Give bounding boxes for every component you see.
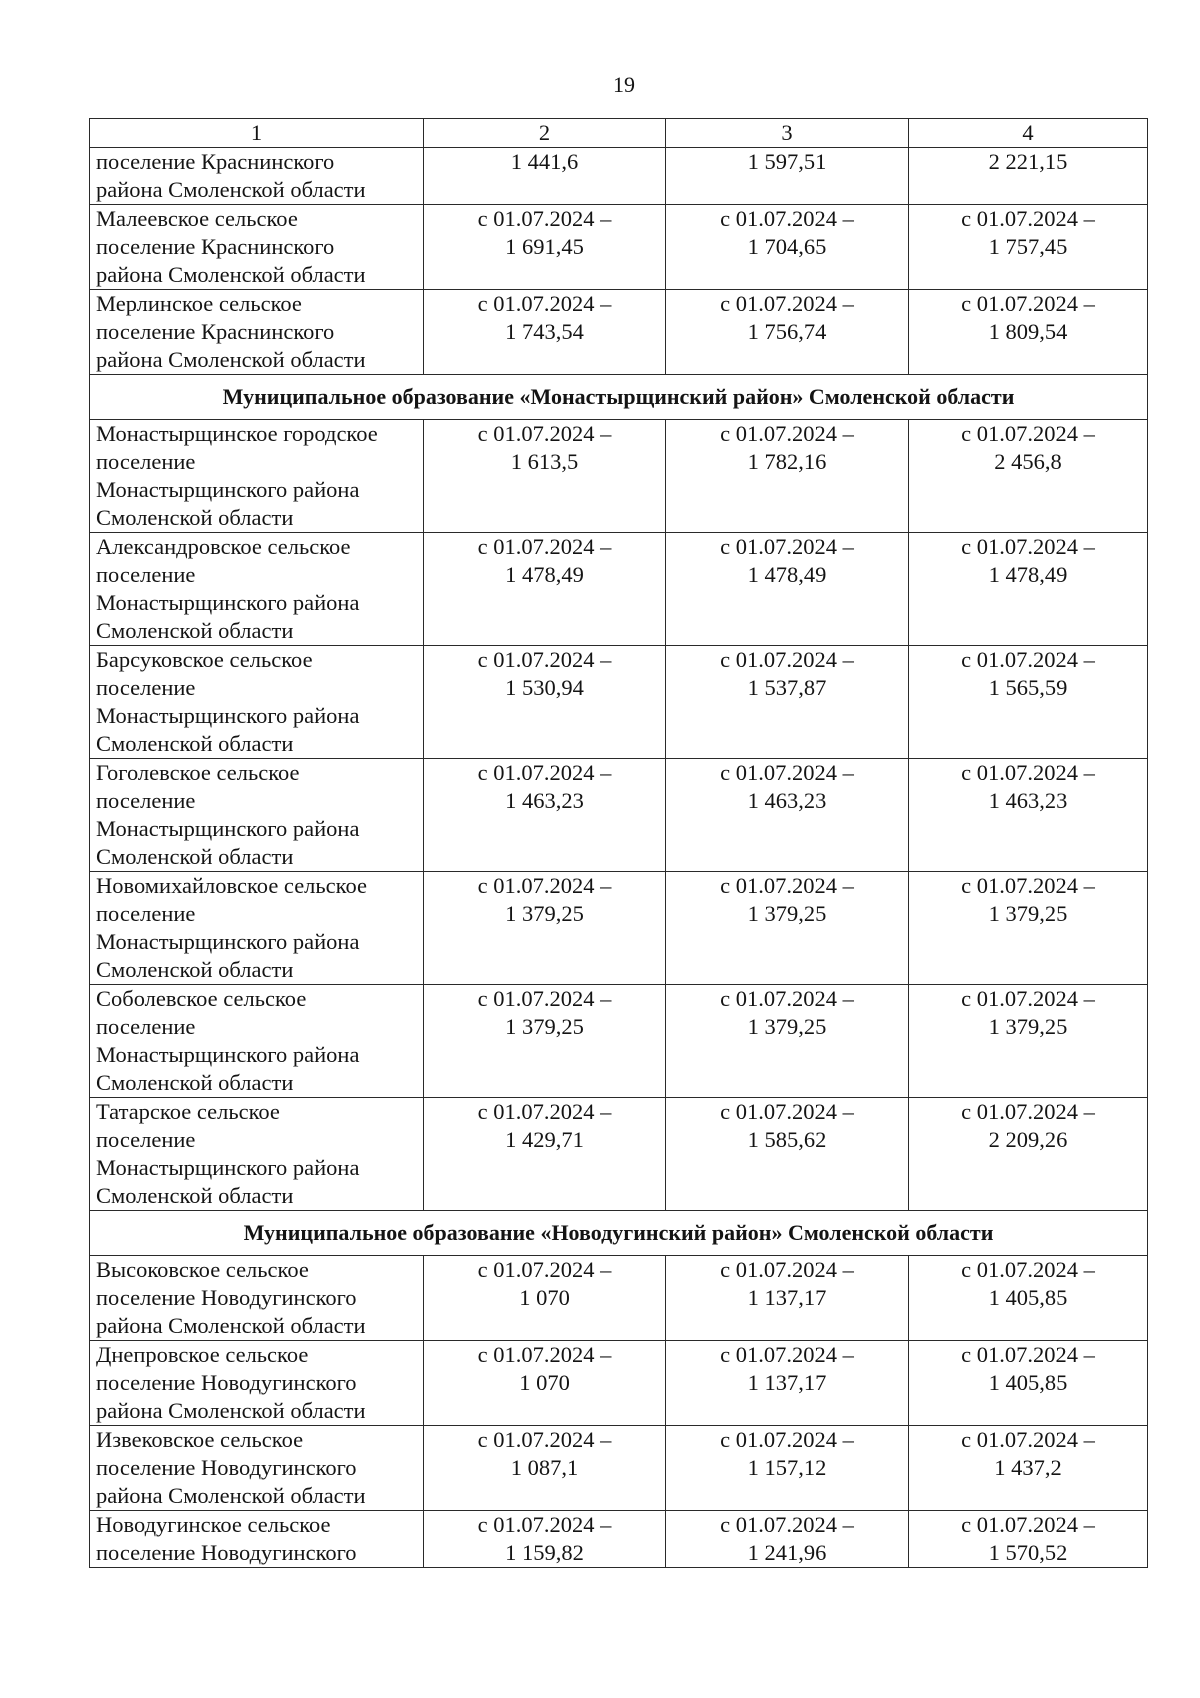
tariff-value: 1 437,2: [994, 1455, 1062, 1480]
table-row: [90, 205, 1148, 290]
settlement-name-line: района Смоленской области: [96, 1398, 366, 1423]
table-row: [90, 1256, 1148, 1341]
effective-date-text: с 01.07.2024 –: [961, 1099, 1095, 1124]
value-cell-col-2: [424, 872, 666, 985]
effective-date-text: с 01.07.2024 –: [720, 1427, 854, 1452]
section-header-row: [90, 1211, 1148, 1256]
page-number: 19: [613, 72, 635, 97]
table-row: [90, 646, 1148, 759]
tariff-value: 1 405,85: [988, 1370, 1068, 1395]
value-cell-col-3: [666, 148, 909, 205]
tariff-value: 1 757,45: [988, 234, 1068, 259]
settlement-name-cell: [90, 872, 424, 985]
value-cell-col-4: [909, 533, 1148, 646]
effective-date-text: с 01.07.2024 –: [477, 291, 612, 316]
table-row: [90, 148, 1148, 205]
settlement-name-line: Барсуковское сельское: [96, 647, 313, 672]
column-number-1: 1: [90, 119, 424, 148]
tariff-value: 1 070: [519, 1370, 570, 1395]
effective-date-text: с 01.07.2024 –: [961, 534, 1095, 559]
value-cell-col-3: [666, 420, 909, 533]
effective-date-text: с 01.07.2024 –: [720, 647, 854, 672]
value-cell-col-4: [909, 148, 1148, 205]
settlement-name-line: Монастырщинское городское: [96, 421, 378, 446]
value-cell-col-3: [666, 1511, 909, 1568]
tariff-value: 1 159,82: [505, 1540, 584, 1565]
value-cell-col-2: [424, 985, 666, 1098]
value-cell-col-2: [424, 1098, 666, 1211]
tariff-value: 1 137,17: [747, 1285, 827, 1310]
tariff-value: 1 809,54: [988, 319, 1068, 344]
value-cell-col-3: [666, 1256, 909, 1341]
effective-date-text: с 01.07.2024 –: [477, 986, 612, 1011]
settlement-name-line: поселение Краснинского: [96, 149, 335, 174]
settlement-name-line: Монастырщинского района: [96, 1042, 360, 1067]
settlement-name-line: Соболевское сельское: [96, 986, 307, 1011]
settlement-name-cell: [90, 1098, 424, 1211]
settlement-name-line: Смоленской области: [96, 1183, 294, 1208]
tariff-value: 1 379,25: [747, 901, 827, 926]
value-cell-col-3: [666, 290, 909, 375]
effective-date-text: с 01.07.2024 –: [477, 206, 612, 231]
value-cell-col-3: [666, 1426, 909, 1511]
settlement-name-line: Гоголевское сельское: [96, 760, 300, 785]
effective-date-text: с 01.07.2024 –: [477, 760, 612, 785]
tariff-value: 1 691,45: [505, 234, 584, 259]
effective-date-text: с 01.07.2024 –: [720, 206, 854, 231]
table-row: [90, 533, 1148, 646]
tariff-value: 1 463,23: [747, 788, 827, 813]
tariff-value: 1 613,5: [510, 449, 579, 474]
settlement-name-cell: [90, 646, 424, 759]
tariff-value: 1 157,12: [747, 1455, 827, 1480]
effective-date-text: с 01.07.2024 –: [961, 291, 1095, 316]
tariff-value: 1 463,23: [505, 788, 584, 813]
effective-date-text: с 01.07.2024 –: [961, 1512, 1095, 1537]
value-cell-col-2: [424, 148, 666, 205]
settlement-name-line: поселение Краснинского: [96, 319, 335, 344]
tariff-value: 2 221,15: [988, 149, 1068, 174]
effective-date-text: с 01.07.2024 –: [961, 647, 1095, 672]
settlement-name-cell: [90, 1511, 424, 1568]
tariff-value: 1 463,23: [988, 788, 1068, 813]
settlement-name-line: поселение: [96, 901, 196, 926]
effective-date-text: с 01.07.2024 –: [720, 1342, 854, 1367]
tariff-value: 1 530,94: [505, 675, 584, 700]
value-cell-col-2: [424, 1426, 666, 1511]
value-cell-col-3: [666, 533, 909, 646]
table-row: [90, 1341, 1148, 1426]
tariff-value: 1 405,85: [988, 1285, 1068, 1310]
tariff-value: 1 537,87: [747, 675, 827, 700]
effective-date-text: с 01.07.2024 –: [720, 986, 854, 1011]
settlement-name-line: поселение: [96, 1014, 196, 1039]
settlement-name-line: района Смоленской области: [96, 177, 366, 202]
value-cell-col-4: [909, 646, 1148, 759]
settlement-name-line: поселение: [96, 562, 196, 587]
value-cell-col-2: [424, 533, 666, 646]
value-cell-col-2: [424, 759, 666, 872]
settlement-name-cell: [90, 533, 424, 646]
effective-date-text: с 01.07.2024 –: [720, 534, 854, 559]
value-cell-col-4: [909, 290, 1148, 375]
value-cell-col-3: [666, 759, 909, 872]
settlement-name-line: Днепровское сельское: [96, 1342, 309, 1367]
settlement-name-line: Монастырщинского района: [96, 590, 360, 615]
column-number-2: 2: [424, 119, 666, 148]
settlement-name-cell: [90, 985, 424, 1098]
tariff-value: 1 756,74: [747, 319, 827, 344]
value-cell-col-3: [666, 1098, 909, 1211]
section-header-row: [90, 375, 1148, 420]
settlement-name-line: поселение Краснинского: [96, 234, 335, 259]
settlement-name-cell: [90, 205, 424, 290]
value-cell-col-4: [909, 420, 1148, 533]
table-row: [90, 1511, 1148, 1568]
effective-date-text: с 01.07.2024 –: [477, 421, 612, 446]
effective-date-text: с 01.07.2024 –: [961, 1427, 1095, 1452]
tariff-value: 1 379,25: [747, 1014, 827, 1039]
settlement-name-line: Малеевское сельское: [96, 206, 298, 231]
settlement-name-line: Монастырщинского района: [96, 929, 360, 954]
tariff-value: 1 241,96: [747, 1540, 827, 1565]
value-cell-col-4: [909, 1256, 1148, 1341]
column-number-4: 4: [909, 119, 1148, 148]
value-cell-col-3: [666, 1341, 909, 1426]
value-cell-col-3: [666, 205, 909, 290]
value-cell-col-4: [909, 759, 1148, 872]
value-cell-col-4: [909, 1341, 1148, 1426]
table-row: [90, 1098, 1148, 1211]
effective-date-text: с 01.07.2024 –: [961, 421, 1095, 446]
settlement-name-line: Смоленской области: [96, 957, 294, 982]
table-row: [90, 759, 1148, 872]
settlement-name-cell: [90, 1256, 424, 1341]
settlement-name-line: Мерлинское сельское: [96, 291, 302, 316]
value-cell-col-4: [909, 1426, 1148, 1511]
tariff-value: 1 441,6: [510, 149, 579, 174]
settlement-name-line: поселение Новодугинского: [96, 1455, 357, 1480]
effective-date-text: с 01.07.2024 –: [477, 1099, 612, 1124]
settlement-name-line: Смоленской области: [96, 844, 294, 869]
table-row: [90, 985, 1148, 1098]
settlement-name-line: Монастырщинского района: [96, 477, 360, 502]
effective-date-text: с 01.07.2024 –: [477, 873, 612, 898]
value-cell-col-4: [909, 1511, 1148, 1568]
effective-date-text: с 01.07.2024 –: [961, 986, 1095, 1011]
tariff-value: 2 209,26: [988, 1127, 1068, 1152]
value-cell-col-4: [909, 872, 1148, 985]
effective-date-text: с 01.07.2024 –: [720, 1512, 854, 1537]
effective-date-text: с 01.07.2024 –: [961, 873, 1095, 898]
tariff-value: 1 704,65: [747, 234, 827, 259]
effective-date-text: с 01.07.2024 –: [477, 534, 612, 559]
value-cell-col-3: [666, 872, 909, 985]
tariff-value: 1 570,52: [988, 1540, 1068, 1565]
value-cell-col-2: [424, 646, 666, 759]
effective-date-text: с 01.07.2024 –: [720, 873, 854, 898]
value-cell-col-3: [666, 646, 909, 759]
value-cell-col-2: [424, 1511, 666, 1568]
tariff-value: 1 379,25: [505, 1014, 584, 1039]
settlement-name-cell: [90, 1341, 424, 1426]
tariff-value: 1 585,62: [747, 1127, 827, 1152]
settlement-name-line: района Смоленской области: [96, 347, 366, 372]
tariff-value: 1 137,17: [747, 1370, 827, 1395]
tariff-value: 1 379,25: [505, 901, 584, 926]
value-cell-col-2: [424, 290, 666, 375]
value-cell-col-4: [909, 1098, 1148, 1211]
settlement-name-cell: [90, 148, 424, 205]
tariff-value: 1 379,25: [988, 901, 1068, 926]
settlement-name-line: Новомихайловское сельское: [96, 873, 367, 898]
effective-date-text: с 01.07.2024 –: [720, 1257, 854, 1282]
tariff-value: 1 070: [519, 1285, 570, 1310]
table-row: [90, 872, 1148, 985]
effective-date-text: с 01.07.2024 –: [720, 1099, 854, 1124]
effective-date-text: с 01.07.2024 –: [961, 1342, 1095, 1367]
value-cell-col-2: [424, 420, 666, 533]
tariff-value: 1 478,49: [747, 562, 827, 587]
settlement-name-line: Смоленской области: [96, 505, 294, 530]
tariff-value: 1 478,49: [505, 562, 584, 587]
settlement-name-line: Смоленской области: [96, 731, 294, 756]
effective-date-text: с 01.07.2024 –: [477, 1257, 612, 1282]
settlement-name-cell: [90, 1426, 424, 1511]
tariff-value: 1 429,71: [505, 1127, 584, 1152]
settlement-name-line: поселение Новодугинского: [96, 1370, 357, 1395]
settlement-name-line: Татарское сельское: [96, 1099, 280, 1124]
effective-date-text: с 01.07.2024 –: [720, 421, 854, 446]
column-number-3: 3: [666, 119, 909, 148]
value-cell-col-4: [909, 205, 1148, 290]
settlement-name-cell: [90, 420, 424, 533]
settlement-name-cell: [90, 290, 424, 375]
effective-date-text: с 01.07.2024 –: [961, 206, 1095, 231]
column-number-row: [90, 119, 1148, 148]
effective-date-text: с 01.07.2024 –: [961, 760, 1095, 785]
tariff-value: 2 456,8: [994, 449, 1062, 474]
tariff-value: 1 478,49: [988, 562, 1068, 587]
value-cell-col-3: [666, 985, 909, 1098]
tariff-value: 1 565,59: [988, 675, 1068, 700]
value-cell-col-2: [424, 1256, 666, 1341]
value-cell-col-2: [424, 205, 666, 290]
settlement-name-line: Монастырщинского района: [96, 703, 360, 728]
tariff-value: 1 782,16: [747, 449, 827, 474]
tariff-value: 1 597,51: [747, 149, 827, 174]
settlement-name-line: Высоковское сельское: [96, 1257, 309, 1282]
effective-date-text: с 01.07.2024 –: [961, 1257, 1095, 1282]
settlement-name-line: поселение: [96, 1127, 196, 1152]
settlement-name-line: района Смоленской области: [96, 1313, 366, 1338]
settlement-name-line: Новодугинское сельское: [96, 1512, 331, 1537]
section-title: Муниципальное образование «Новодугинский район» Смоленской области: [90, 1211, 1148, 1256]
settlement-name-line: Монастырщинского района: [96, 1155, 360, 1180]
effective-date-text: с 01.07.2024 –: [720, 760, 854, 785]
settlement-name-line: Александровское сельское: [96, 534, 351, 559]
settlement-name-line: Смоленской области: [96, 618, 294, 643]
settlement-name-line: района Смоленской области: [96, 262, 366, 287]
settlement-name-line: поселение: [96, 449, 196, 474]
effective-date-text: с 01.07.2024 –: [477, 1512, 612, 1537]
settlement-name-line: Смоленской области: [96, 1070, 294, 1095]
effective-date-text: с 01.07.2024 –: [477, 1342, 612, 1367]
tariff-table: [89, 118, 1148, 1568]
effective-date-text: с 01.07.2024 –: [720, 291, 854, 316]
value-cell-col-2: [424, 1341, 666, 1426]
settlement-name-line: поселение: [96, 788, 196, 813]
tariff-value: 1 087,1: [510, 1455, 579, 1480]
value-cell-col-4: [909, 985, 1148, 1098]
settlement-name-line: поселение Новодугинского: [96, 1540, 357, 1565]
table-body: [90, 148, 1148, 1568]
settlement-name-line: Извековское сельское: [96, 1427, 304, 1452]
table-row: [90, 1426, 1148, 1511]
settlement-name-line: района Смоленской области: [96, 1483, 366, 1508]
settlement-name-line: поселение: [96, 675, 196, 700]
settlement-name-line: Монастырщинского района: [96, 816, 360, 841]
settlement-name-line: поселение Новодугинского: [96, 1285, 357, 1310]
tariff-value: 1 379,25: [988, 1014, 1068, 1039]
settlement-name-cell: [90, 759, 424, 872]
effective-date-text: с 01.07.2024 –: [477, 647, 612, 672]
tariff-value: 1 743,54: [505, 319, 584, 344]
table-row: [90, 290, 1148, 375]
section-title: Муниципальное образование «Монастырщинский район» Смоленской области: [90, 375, 1148, 420]
table-row: [90, 420, 1148, 533]
effective-date-text: с 01.07.2024 –: [477, 1427, 612, 1452]
